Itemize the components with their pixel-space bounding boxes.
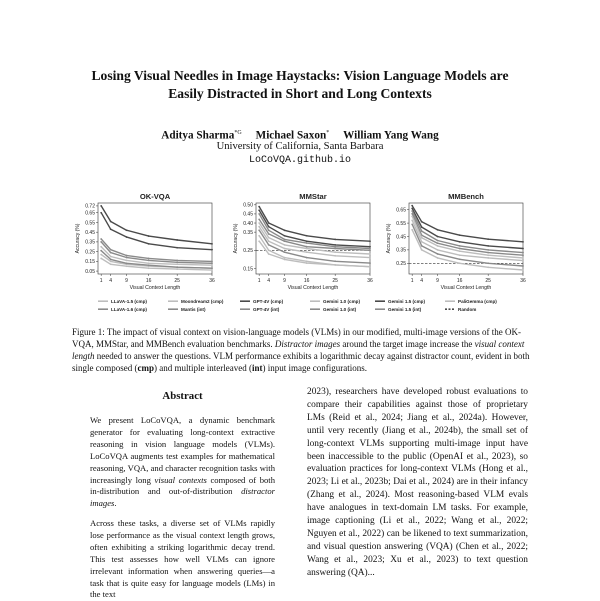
ok-vqa-data-point <box>126 259 128 261</box>
figure-1 <box>70 183 530 323</box>
caption-bold-2: int <box>251 363 263 374</box>
mmbench-y-tick-label: 0.45 <box>396 234 406 241</box>
ok-vqa-x-tick-label: 9 <box>125 278 128 284</box>
author-1-mark: *G <box>234 130 242 136</box>
legend-label: Gemini 1.5 (cmp) <box>388 299 426 304</box>
legend-label: Gemini 1.0 (cmp) <box>323 299 361 304</box>
mmstar-data-point <box>284 251 286 253</box>
ok-vqa-data-point <box>211 269 213 271</box>
mmbench-data-point <box>411 205 413 207</box>
mmstar-data-point <box>284 244 286 246</box>
mmstar-data-point <box>306 260 308 262</box>
title-line-1: Losing Visual Needles in Image Haystacks: Vision Language Models are <box>91 68 509 83</box>
mmstar-x-tick-label: 16 <box>303 278 310 284</box>
legend-label: GPT-4V (int) <box>253 307 280 312</box>
mmstar-data-point <box>268 237 270 239</box>
ok-vqa-data-point <box>100 250 102 252</box>
mmstar-data-point <box>258 235 260 237</box>
mmstar-data-point <box>258 240 260 242</box>
ok-vqa-data-point <box>126 257 128 259</box>
mmbench-x-tick-label: 4 <box>420 278 424 284</box>
ok-vqa-data-point <box>176 259 178 261</box>
mmstar-data-point <box>306 240 308 242</box>
mmbench-data-point <box>459 250 461 252</box>
ok-vqa-data-point <box>100 238 102 240</box>
ok-vqa-data-point <box>148 259 150 261</box>
intro-column-text: 2023), researchers have developed robust evaluations to compare their capabilities against those of proprietary LMs (Reid et al., 2024; Jiang et al., 2024a). However, until very recently (Jiang et al., 2024b), the small set of long-context VLMs supporting multi-image input have been inaccessible to the public (OpenAI et al., 2023), so evaluation practices for long-context VLMs (Hong et al., 2023; Li et al., 2023b; Dai et al., 2024) are in their infancy (Zhang et al., 2024). Most reasoning-based VLM evals have analogues in text-domain LM tasks. For example, image captioning (Li et al., 2022; Wang et al., 2022; Nguyen et al., 2022) can be likened to text summarization, and visual question answering (VQA) (Chen et al., 2022; Wang et al., 2023; Xu et al., 2023) to text question answering (QA)... <box>307 387 528 578</box>
ok-vqa-y-tick-label: 0.15 <box>85 259 95 266</box>
mmstar-data-point <box>284 235 286 237</box>
mmstar-data-point <box>306 242 308 244</box>
ok-vqa-data-point <box>100 205 102 207</box>
mmbench-data-point <box>437 253 439 255</box>
mmbench-x-tick-label: 16 <box>456 278 463 284</box>
mmstar-x-tick-label: 25 <box>332 278 338 284</box>
caption-em-1: Distractor images <box>274 339 341 350</box>
ok-vqa-data-point <box>100 241 102 243</box>
mmstar-x-tick-label: 9 <box>283 278 286 284</box>
mmstar-data-point <box>369 240 371 242</box>
mmbench-y-tick-label: 0.65 <box>396 207 406 214</box>
mmstar-x-tick-label: 1 <box>257 278 261 284</box>
mmstar-data-point <box>258 209 260 211</box>
ok-vqa-data-point <box>126 236 128 238</box>
mmbench-data-point <box>411 224 413 226</box>
mmbench-data-point <box>421 221 423 223</box>
ok-vqa-data-point <box>211 249 213 251</box>
ok-vqa-y-axis-label: Accuracy (%) <box>75 223 81 254</box>
mmbench-data-point <box>459 248 461 250</box>
ok-vqa-data-point <box>148 264 150 266</box>
ok-vqa-y-tick-label: 0.05 <box>85 268 95 275</box>
ok-vqa-data-point <box>176 247 178 249</box>
mmbench-data-point <box>487 254 489 256</box>
caption-bold-1: cmp <box>137 363 154 374</box>
mmstar-y-axis-label: Accuracy (%) <box>233 223 239 254</box>
caption-em-2: visual context length <box>72 339 525 362</box>
ok-vqa-chart-title: OK-VQA <box>139 192 171 201</box>
mmbench-data-point <box>437 242 439 244</box>
mmbench-data-point <box>421 237 423 239</box>
mmbench-data-point <box>487 266 489 268</box>
mmstar-data-point <box>258 206 260 208</box>
mmstar-data-point <box>369 266 371 268</box>
ok-vqa-data-point <box>148 267 150 269</box>
mmbench-data-point <box>437 229 439 231</box>
ok-vqa-data-point <box>126 262 128 264</box>
mmbench-data-point <box>421 241 423 243</box>
ok-vqa-data-point <box>110 263 112 265</box>
author-1: Aditya Sharma <box>161 129 235 142</box>
figure-caption <box>72 326 532 374</box>
ok-vqa-y-tick-label: 0.65 <box>85 210 95 217</box>
ok-vqa-x-tick-label: 16 <box>145 278 152 284</box>
mmbench-data-point <box>487 252 489 254</box>
ok-vqa-data-point <box>176 239 178 241</box>
mmstar-chart-title: MMStar <box>299 192 327 201</box>
legend-label: Random <box>458 307 477 312</box>
legend-label: LLaVA-1.6 (cmp) <box>111 307 147 312</box>
caption-text-4: ) and multiple interleaved ( <box>154 363 252 374</box>
ok-vqa-y-tick-label: 0.25 <box>85 249 95 256</box>
mmbench-data-point <box>459 262 461 264</box>
mmbench-data-point <box>437 240 439 242</box>
author-3: William Yang Wang <box>343 129 439 142</box>
mmbench-data-point <box>411 207 413 209</box>
mmbench-data-point <box>522 248 524 250</box>
mmbench-data-point <box>411 210 413 212</box>
mmbench-x-tick-label: 25 <box>485 278 491 284</box>
ok-vqa-data-point <box>110 228 112 230</box>
mmstar-data-point <box>334 246 336 248</box>
caption-text-1: Figure 1: The impact of visual context on vision-language models (VLMs) in our modified, multi-image versions of the OK-VQA, MMStar, and MMBench evaluation benchmarks. <box>72 327 521 350</box>
mmstar-data-point <box>268 253 270 255</box>
mmstar-data-point <box>258 226 260 228</box>
mmstar-data-point <box>369 262 371 264</box>
mmstar-data-point <box>268 233 270 235</box>
ok-vqa-y-tick-label: 0.55 <box>85 220 95 227</box>
legend-label: Gemini 1.5 (int) <box>388 307 422 312</box>
mmbench-data-point <box>459 234 461 236</box>
mmbench-data-point <box>421 226 423 228</box>
mmbench-data-point <box>522 265 524 267</box>
ok-vqa-data-point <box>211 243 213 245</box>
ok-vqa-data-point <box>211 264 213 266</box>
ok-vqa-data-point <box>110 256 112 258</box>
mmstar-data-point <box>268 240 270 242</box>
mmstar-data-point <box>334 251 336 253</box>
ok-vqa-data-point <box>100 258 102 260</box>
mmstar-data-point <box>258 213 260 215</box>
abstract-text-1a: We present LoCoVQA, a dynamic benchmark generator for evaluating long-context extractive reasoning in vision language models (VLMs). LoCoVQA augments test examples for mathematical reasoning, VQA, and character recognition tasks with increasingly long <box>90 415 275 485</box>
mmbench-x-axis-label: Visual Context Length <box>440 285 492 291</box>
mmstar-y-tick-label: 0.25 <box>243 248 253 255</box>
ok-vqa-x-tick-label: 25 <box>174 278 180 284</box>
ok-vqa-x-tick-label: 4 <box>109 278 113 284</box>
title-line-2: Easily Distracted in Short and Long Contexts <box>168 86 432 101</box>
mmbench-data-point <box>487 238 489 240</box>
mmstar-data-point <box>284 239 286 241</box>
legend-label: LLaVA-1.5 (cmp) <box>111 299 147 304</box>
ok-vqa-data-point <box>148 235 150 237</box>
mmstar-data-point <box>369 257 371 259</box>
mmbench-data-point <box>411 220 413 222</box>
project-url[interactable]: LoCoVQA.github.io <box>248 155 352 166</box>
ok-vqa-data-point <box>126 255 128 257</box>
mmstar-data-point <box>369 253 371 255</box>
mmstar-y-tick-label: 0.45 <box>243 211 253 218</box>
ok-vqa-data-point <box>211 267 213 269</box>
affiliation: University of California, Santa Barbara <box>216 141 384 152</box>
mmbench-data-point <box>487 262 489 264</box>
mmbench-y-axis-label: Accuracy (%) <box>386 223 392 254</box>
mmstar-data-point <box>258 229 260 231</box>
ok-vqa-data-point <box>126 265 128 267</box>
abstract-em-1: visual contexts <box>154 474 207 485</box>
caption-text-2: around the target image increase the <box>340 339 475 350</box>
mmstar-data-point <box>306 251 308 253</box>
mmstar-data-point <box>369 248 371 250</box>
mmbench-data-point <box>459 258 461 260</box>
mmbench-data-point <box>411 229 413 231</box>
ok-vqa-data-point <box>110 260 112 262</box>
mmbench-data-point <box>522 257 524 259</box>
ok-vqa-data-point <box>176 263 178 265</box>
mmbench-data-point <box>421 230 423 232</box>
mmbench-data-point <box>437 236 439 238</box>
mmstar-y-tick-label: 0.15 <box>243 266 253 273</box>
ok-vqa-data-point <box>176 266 178 268</box>
ok-vqa-data-point <box>110 259 112 261</box>
mmstar-data-point <box>306 262 308 264</box>
mmstar-data-point <box>284 259 286 261</box>
mmbench-data-point <box>421 249 423 251</box>
author-2-mark: * <box>326 130 330 136</box>
ok-vqa-data-point <box>148 258 150 260</box>
mmbench-data-point <box>437 249 439 251</box>
mmbench-data-point <box>487 249 489 251</box>
mmbench-data-point <box>411 213 413 215</box>
mmstar-x-tick-label: 36 <box>367 278 373 284</box>
mmbench-data-point <box>421 245 423 247</box>
mmbench-x-tick-label: 36 <box>520 278 526 284</box>
mmbench-data-point <box>487 257 489 259</box>
mmstar-data-point <box>284 248 286 250</box>
mmstar-data-point <box>284 240 286 242</box>
mmstar-y-tick-label: 0.50 <box>243 202 253 209</box>
ok-vqa-data-point <box>148 262 150 264</box>
mmstar-y-tick-label: 0.40 <box>243 220 253 227</box>
ok-vqa-data-point <box>126 229 128 231</box>
ok-vqa-data-point <box>176 261 178 263</box>
mmstar-data-point <box>268 222 270 224</box>
caption-text-5: ) input image configurations. <box>262 363 367 374</box>
caption-text-3: needed to answer the questions. VLM performance exhibits a logarithmic decay against distractor count, evident in both single composed ( <box>72 351 530 374</box>
abstract-paragraph-1 <box>90 415 275 510</box>
mmbench-chart-title: MMBench <box>448 192 484 201</box>
mmbench-data-point <box>522 269 524 271</box>
ok-vqa-data-point <box>110 221 112 223</box>
mmstar-data-point <box>284 257 286 259</box>
ok-vqa-data-point <box>100 212 102 214</box>
ok-vqa-data-point <box>100 246 102 248</box>
mmstar-data-point <box>306 248 308 250</box>
mmstar-data-point <box>258 218 260 220</box>
mmstar-x-axis-label: Visual Context Length <box>287 285 339 291</box>
mmstar-data-point <box>306 246 308 248</box>
legend-label: PaliGemma (cmp) <box>458 299 497 304</box>
mmbench-data-point <box>437 245 439 247</box>
ok-vqa-data-point <box>100 254 102 256</box>
mmbench-data-point <box>522 252 524 254</box>
ok-vqa-data-point <box>211 262 213 264</box>
mmbench-data-point <box>487 245 489 247</box>
ok-vqa-data-point <box>176 268 178 270</box>
abstract-heading: Abstract <box>162 390 203 402</box>
abstract-paragraph-2: Across these tasks, a diverse set of VLMs rapidly lose performance as the visual context length grows, often exhibiting a striking logarithmic decay trend. This test assesses how well VLMs can ignore irrelevant information when answering queries—a task that is quite easy for language models (LMs) in the text <box>90 518 275 600</box>
mmstar-y-tick-label: 0.35 <box>243 229 253 236</box>
ok-vqa-y-tick-label: 0.72 <box>85 203 95 210</box>
legend-label: GPT-4V (cmp) <box>253 299 284 304</box>
abstract-em-2: distractor images <box>90 486 275 509</box>
ok-vqa-x-tick-label: 36 <box>209 278 215 284</box>
mmbench-y-tick-label: 0.25 <box>396 261 406 268</box>
mmstar-data-point <box>306 257 308 259</box>
mmstar-data-point <box>284 229 286 231</box>
ok-vqa-y-tick-label: 0.45 <box>85 229 95 236</box>
mmbench-data-point <box>411 215 413 217</box>
mmbench-data-point <box>522 241 524 243</box>
ok-vqa-y-tick-label: 0.35 <box>85 239 95 246</box>
ok-vqa-x-tick-label: 1 <box>99 278 103 284</box>
mmbench-data-point <box>459 241 461 243</box>
abstract-text-1b: composed of both in-distribution and out-of-distribution <box>90 474 275 497</box>
author-2: Michael Saxon <box>255 129 327 142</box>
mmstar-data-point <box>369 249 371 251</box>
legend-label: Moondream2 (cmp) <box>181 299 224 304</box>
mmstar-data-point <box>268 244 270 246</box>
mmstar-data-point <box>268 249 270 251</box>
mmstar-data-point <box>334 255 336 257</box>
ok-vqa-data-point <box>110 249 112 251</box>
mmstar-data-point <box>334 244 336 246</box>
mmstar-data-point <box>306 235 308 237</box>
mmstar-data-point <box>258 222 260 224</box>
mmstar-data-point <box>268 226 270 228</box>
mmbench-data-point <box>522 254 524 256</box>
abstract-text-1c: . <box>114 498 117 509</box>
mmstar-data-point <box>334 248 336 250</box>
paper-title <box>40 67 560 103</box>
mmbench-y-tick-label: 0.35 <box>396 247 406 254</box>
legend-label: Mantis (int) <box>181 307 206 312</box>
mmbench-x-tick-label: 1 <box>410 278 414 284</box>
mmstar-data-point <box>334 260 336 262</box>
ok-vqa-data-point <box>148 243 150 245</box>
ok-vqa-data-point <box>110 252 112 254</box>
legend-label: Gemini 1.0 (int) <box>323 307 357 312</box>
mmbench-data-point <box>459 254 461 256</box>
mmstar-data-point <box>369 246 371 248</box>
mmstar-x-tick-label: 4 <box>267 278 271 284</box>
mmstar-data-point <box>334 239 336 241</box>
mmstar-data-point <box>268 229 270 231</box>
mmbench-data-point <box>522 260 524 262</box>
ok-vqa-data-point <box>211 260 213 262</box>
mmbench-y-tick-label: 0.55 <box>396 220 406 227</box>
mmbench-data-point <box>459 245 461 247</box>
mmbench-x-tick-label: 9 <box>436 278 439 284</box>
mmbench-data-point <box>437 257 439 259</box>
ok-vqa-x-axis-label: Visual Context Length <box>129 285 181 291</box>
mmstar-data-point <box>334 264 336 266</box>
